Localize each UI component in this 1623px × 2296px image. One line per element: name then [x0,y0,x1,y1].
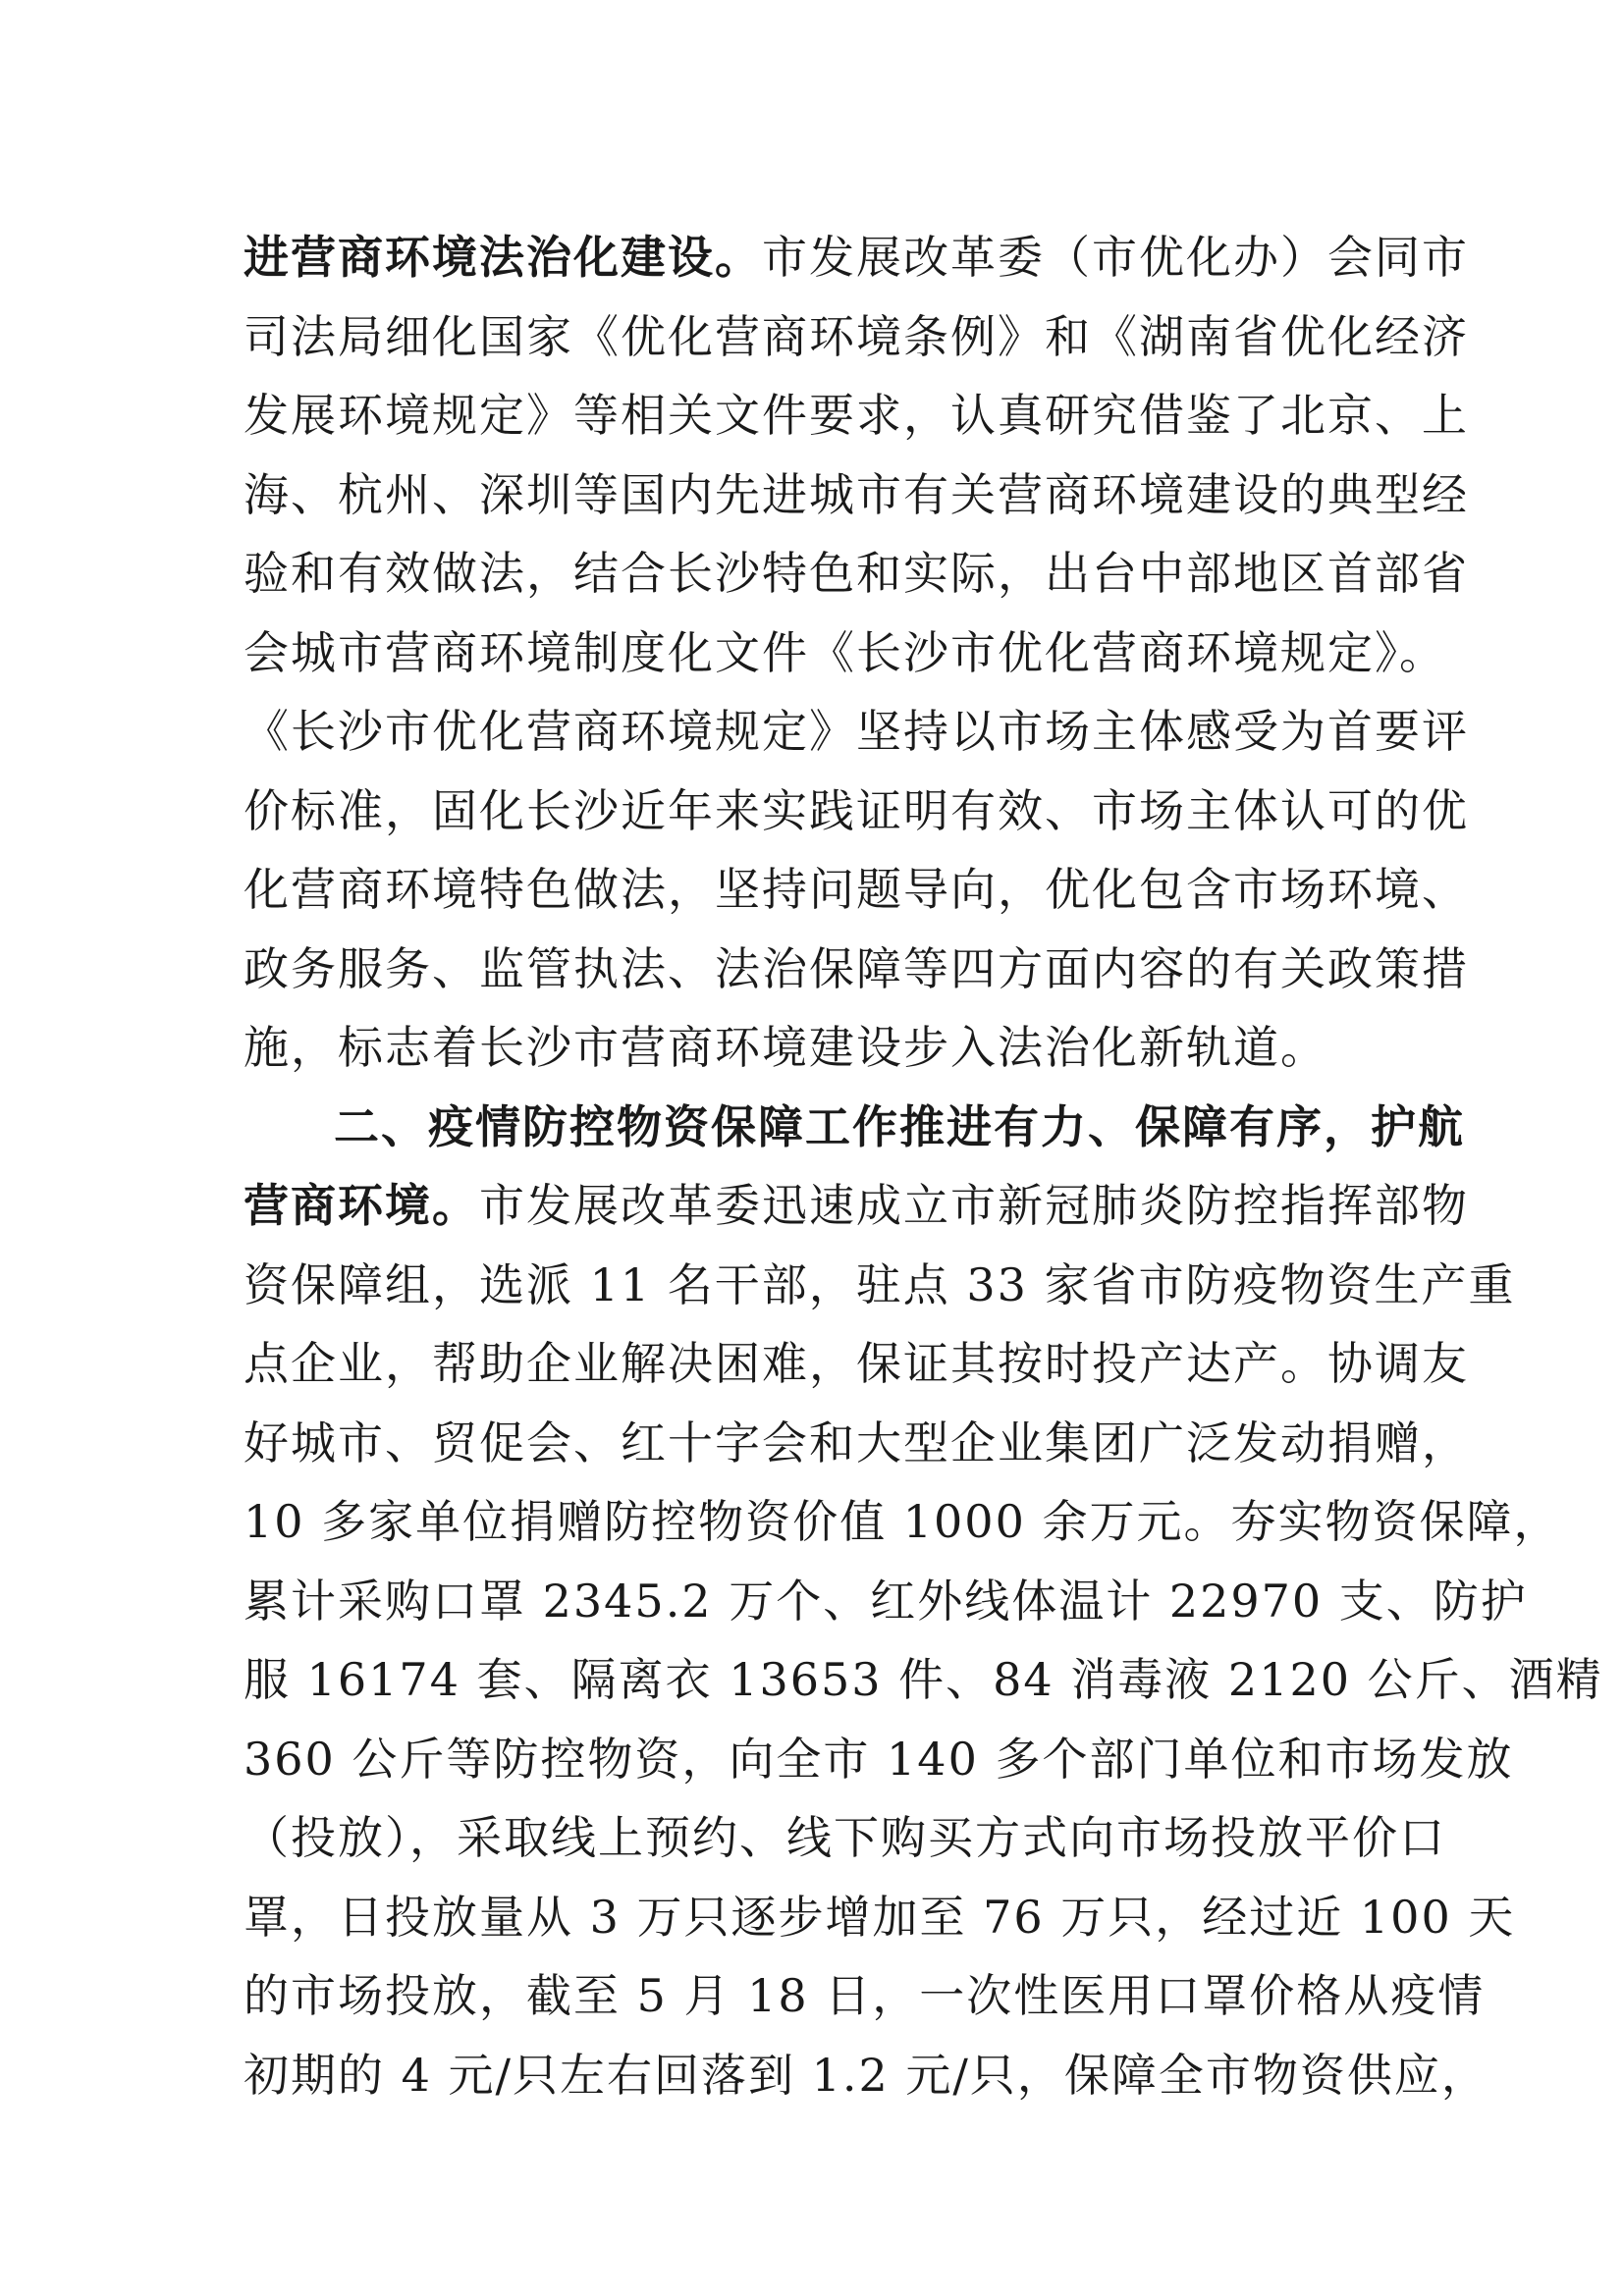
line-text: 点企业，帮助企业解决困难，保证其按时投产达产。协调友 [243,1337,1469,1390]
line-text: 360 公斤等防控物资，向全市 140 多个部门单位和市场发放 [243,1732,1514,1786]
line-text: 的市场投放，截至 5 月 18 日，一次性医用口罩价格从疫情 [243,1969,1486,2022]
text-line [243,1482,1561,1561]
text-line [243,218,1469,296]
text-line [243,1720,1514,1798]
line-text: 市发展改革委（市优化办）会同市 [762,231,1469,284]
text-line [243,1008,1382,1087]
line-text: 累计采购口罩 2345.2 万个、红外线体温计 22970 支、防护 [243,1574,1528,1628]
line-text: 政务服务、监管执法、法治保障等四方面内容的有关政策措 [243,941,1469,995]
bold-lead-text: 营商环境。 [243,1179,479,1232]
line-text: 10 多家单位捐赠防控物资价值 1000 余万元。夯实物资保障， [243,1495,1561,1548]
line-text: 验和有效做法，结合长沙特色和实际，出台中部地区首部省 [243,547,1469,600]
line-text: 市发展改革委迅速成立市新冠肺炎防控指挥部物 [479,1179,1469,1232]
line-text: 司法局细化国家《优化营商环境条例》和《湖南省优化经济 [243,309,1469,363]
line-text: 会城市营商环境制度化文件《长沙市优化营商环境规定》。 [243,625,1446,679]
line-text: 罩，日投放量从 3 万只逐步增加至 76 万只，经过近 100 天 [243,1890,1516,1944]
text-line [243,1798,1446,1877]
text-line [243,297,1469,376]
text-line [334,1088,1465,1166]
text-line [243,1640,1603,1719]
text-line [243,1878,1516,1956]
text-line [243,930,1469,1008]
text-line [243,1166,1469,1245]
bold-lead-text: 二、疫情防控物资保障工作推进有力、保障有序，护航 [334,1099,1465,1153]
text-line [243,614,1446,692]
line-text: 初期的 4 元/只左右回落到 1.2 元/只，保障全市物资供应， [243,2048,1488,2102]
text-line [243,1562,1528,1640]
line-text: 好城市、贸促会、红十字会和大型企业集团广泛发动捐赠， [243,1415,1469,1469]
text-line [243,1404,1469,1482]
line-text: 《长沙市优化营商环境规定》坚持以市场主体感受为首要评 [243,705,1469,758]
text-line [243,1956,1486,2035]
text-line [243,376,1469,454]
text-line [243,772,1469,850]
text-line [243,455,1469,534]
line-text: 化营商环境特色做法，坚持问题导向，优化包含市场环境、 [243,863,1469,916]
line-text: 价标准，固化长沙近年来实践证明有效、市场主体认可的优 [243,783,1469,837]
line-text: （投放），采取线上预约、线下购买方式向市场投放平价口 [243,1811,1446,1864]
text-line [243,1246,1516,1324]
bold-lead-text: 进营商环境法治化建设。 [243,231,762,284]
text-line [243,692,1469,771]
line-text: 服 16174 套、隔离衣 13653 件、84 消毒液 2120 公斤、酒精 [243,1653,1603,1706]
text-line [243,1324,1469,1403]
text-line [243,850,1469,929]
line-text: 施，标志着长沙市营商环境建设步入法治化新轨道。 [243,1021,1327,1074]
line-text: 海、杭州、深圳等国内先进城市有关营商环境建设的典型经 [243,467,1469,521]
text-line [243,534,1469,613]
line-text: 资保障组，选派 11 名干部，驻点 33 家省市防疫物资生产重 [243,1257,1516,1311]
text-line [243,2036,1488,2114]
line-text: 发展环境规定》等相关文件要求，认真研究借鉴了北京、上 [243,389,1469,442]
